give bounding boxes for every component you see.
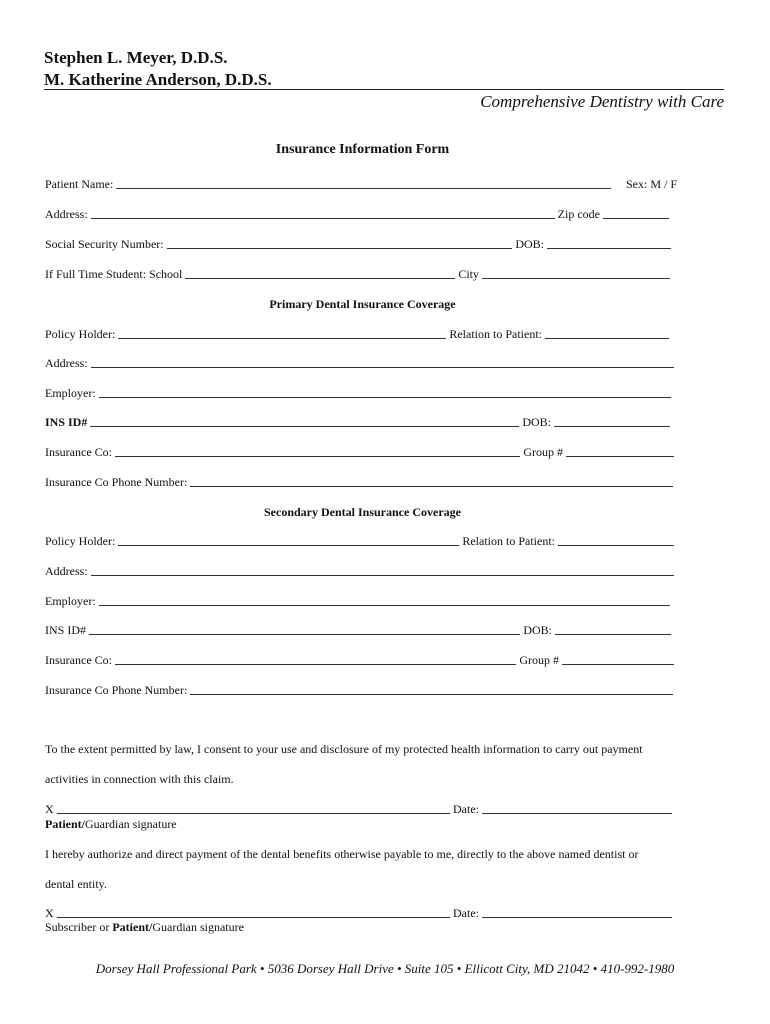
patient-signature-date-field[interactable] xyxy=(482,813,672,814)
secondary-relation-field[interactable] xyxy=(558,545,674,546)
secondary-employer-field[interactable] xyxy=(99,605,670,606)
secondary-policy-holder-field[interactable] xyxy=(118,545,459,546)
secondary-ins-id-row xyxy=(45,622,674,638)
student-city-field[interactable] xyxy=(482,278,670,279)
doctor-name-1: Stephen L. Meyer, D.D.S. xyxy=(44,48,228,67)
primary-address-field[interactable] xyxy=(91,367,674,368)
zip-code-field[interactable] xyxy=(603,218,669,219)
primary-address-label: Address: xyxy=(45,356,88,370)
secondary-relation-label: Relation to Patient: xyxy=(462,534,555,548)
student-row xyxy=(45,266,673,282)
secondary-policy-holder-label: Policy Holder: xyxy=(45,534,116,548)
secondary-phone-field[interactable] xyxy=(190,694,673,695)
header-divider xyxy=(44,89,724,90)
secondary-employer-row xyxy=(45,593,673,609)
secondary-insurance-co-row xyxy=(45,652,677,668)
primary-insurance-co-label: Insurance Co: xyxy=(45,445,112,459)
subscriber-signature-date-field[interactable] xyxy=(482,917,672,918)
primary-dob-field[interactable] xyxy=(554,426,670,427)
secondary-phone-row xyxy=(45,682,676,698)
secondary-dob-label: DOB: xyxy=(523,623,552,637)
doctor-name-2: M. Katherine Anderson, D.D.S. xyxy=(44,70,272,89)
form-title: Insurance Information Form xyxy=(275,142,450,157)
primary-employer-field[interactable] xyxy=(99,397,671,398)
primary-relation-label: Relation to Patient: xyxy=(449,327,542,341)
primary-relation-field[interactable] xyxy=(545,338,669,339)
secondary-insurance-co-field[interactable] xyxy=(115,664,516,665)
subscriber-signature-field[interactable] xyxy=(57,917,450,918)
secondary-address-label: Address: xyxy=(45,564,88,578)
zip-code-label: Zip code xyxy=(557,207,600,221)
patient-address-label: Address: xyxy=(45,207,88,221)
primary-policy-holder-label: Policy Holder: xyxy=(45,327,116,341)
patient-signature-field[interactable] xyxy=(57,813,450,814)
primary-insurance-co-row xyxy=(45,444,677,460)
authorization-text-line-1: I hereby authorize and direct payment of the dental benefits otherwise payable to me, directly to the above named dentist or xyxy=(45,847,639,861)
patient-ssn-row xyxy=(45,236,674,252)
practice-tagline: Comprehensive Dentistry with Care xyxy=(480,92,724,111)
subscriber-signature-caption xyxy=(45,920,244,935)
patient-dob-field[interactable] xyxy=(547,248,671,249)
patient-signature-row xyxy=(45,801,675,817)
student-school-field[interactable] xyxy=(185,278,455,279)
primary-group-field[interactable] xyxy=(566,456,674,457)
primary-employer-label: Employer: xyxy=(45,386,96,400)
authorization-text-line-2: dental entity. xyxy=(45,877,107,891)
secondary-ins-id-field[interactable] xyxy=(89,634,520,635)
secondary-address-row xyxy=(45,563,677,579)
primary-insurance-co-field[interactable] xyxy=(115,456,520,457)
patient-address-row xyxy=(45,206,672,222)
primary-ins-id-row xyxy=(45,414,673,430)
patient-name-label: Patient Name: xyxy=(45,177,114,191)
subscriber-signature-caption-bold: Patient/ xyxy=(112,920,153,934)
consent-text-line-2: activities in connection with this claim. xyxy=(45,772,234,786)
patient-signature-caption-rest: Guardian signature xyxy=(85,817,177,831)
secondary-group-label: Group # xyxy=(519,653,559,667)
subscriber-signature-x-label: X xyxy=(45,906,54,920)
subscriber-signature-date-label: Date: xyxy=(453,906,479,920)
student-school-label: If Full Time Student: School xyxy=(45,267,183,281)
patient-address-field[interactable] xyxy=(91,218,555,219)
primary-dob-label: DOB: xyxy=(522,415,551,429)
secondary-employer-label: Employer: xyxy=(45,594,96,608)
primary-phone-label: Insurance Co Phone Number: xyxy=(45,475,188,489)
primary-policy-holder-row xyxy=(45,326,672,342)
secondary-insurance-co-label: Insurance Co: xyxy=(45,653,112,667)
secondary-dob-field[interactable] xyxy=(555,634,671,635)
ssn-field[interactable] xyxy=(167,248,513,249)
patient-dob-label: DOB: xyxy=(515,237,544,251)
patient-signature-x-label: X xyxy=(45,802,54,816)
primary-policy-holder-field[interactable] xyxy=(118,338,446,339)
student-city-label: City xyxy=(458,267,479,281)
secondary-group-field[interactable] xyxy=(562,664,674,665)
primary-ins-id-label: INS ID# xyxy=(45,415,88,429)
secondary-address-field[interactable] xyxy=(91,575,674,576)
practice-address-footer: Dorsey Hall Professional Park • 5036 Dorsey Hall Drive • Suite 105 • Ellicott City, MD 21042 • 410-992-1980 xyxy=(95,961,675,976)
primary-employer-row xyxy=(45,385,674,401)
secondary-coverage-heading: Secondary Dental Insurance Coverage xyxy=(264,505,461,519)
secondary-policy-holder-row xyxy=(45,533,677,549)
patient-signature-caption xyxy=(45,817,177,832)
primary-ins-id-field[interactable] xyxy=(90,426,519,427)
consent-text-line-1: To the extent permitted by law, I consent to your use and disclosure of my protected health information to carry out payment xyxy=(45,742,643,756)
subscriber-signature-caption-rest: Guardian signature xyxy=(152,920,244,934)
primary-group-label: Group # xyxy=(523,445,563,459)
primary-address-row xyxy=(45,355,677,371)
patient-name-row xyxy=(45,176,677,192)
secondary-phone-label: Insurance Co Phone Number: xyxy=(45,683,188,697)
primary-phone-field[interactable] xyxy=(190,486,673,487)
ssn-label: Social Security Number: xyxy=(45,237,164,251)
sex-label: Sex: M / F xyxy=(625,177,677,191)
secondary-ins-id-label: INS ID# xyxy=(45,623,86,637)
primary-phone-row xyxy=(45,474,676,490)
patient-signature-date-label: Date: xyxy=(453,802,479,816)
patient-name-field[interactable] xyxy=(116,188,611,189)
subscriber-signature-caption-pre: Subscriber or xyxy=(45,920,113,934)
patient-signature-caption-bold: Patient/ xyxy=(45,817,85,831)
subscriber-signature-row xyxy=(45,905,675,921)
primary-coverage-heading: Primary Dental Insurance Coverage xyxy=(269,297,456,311)
